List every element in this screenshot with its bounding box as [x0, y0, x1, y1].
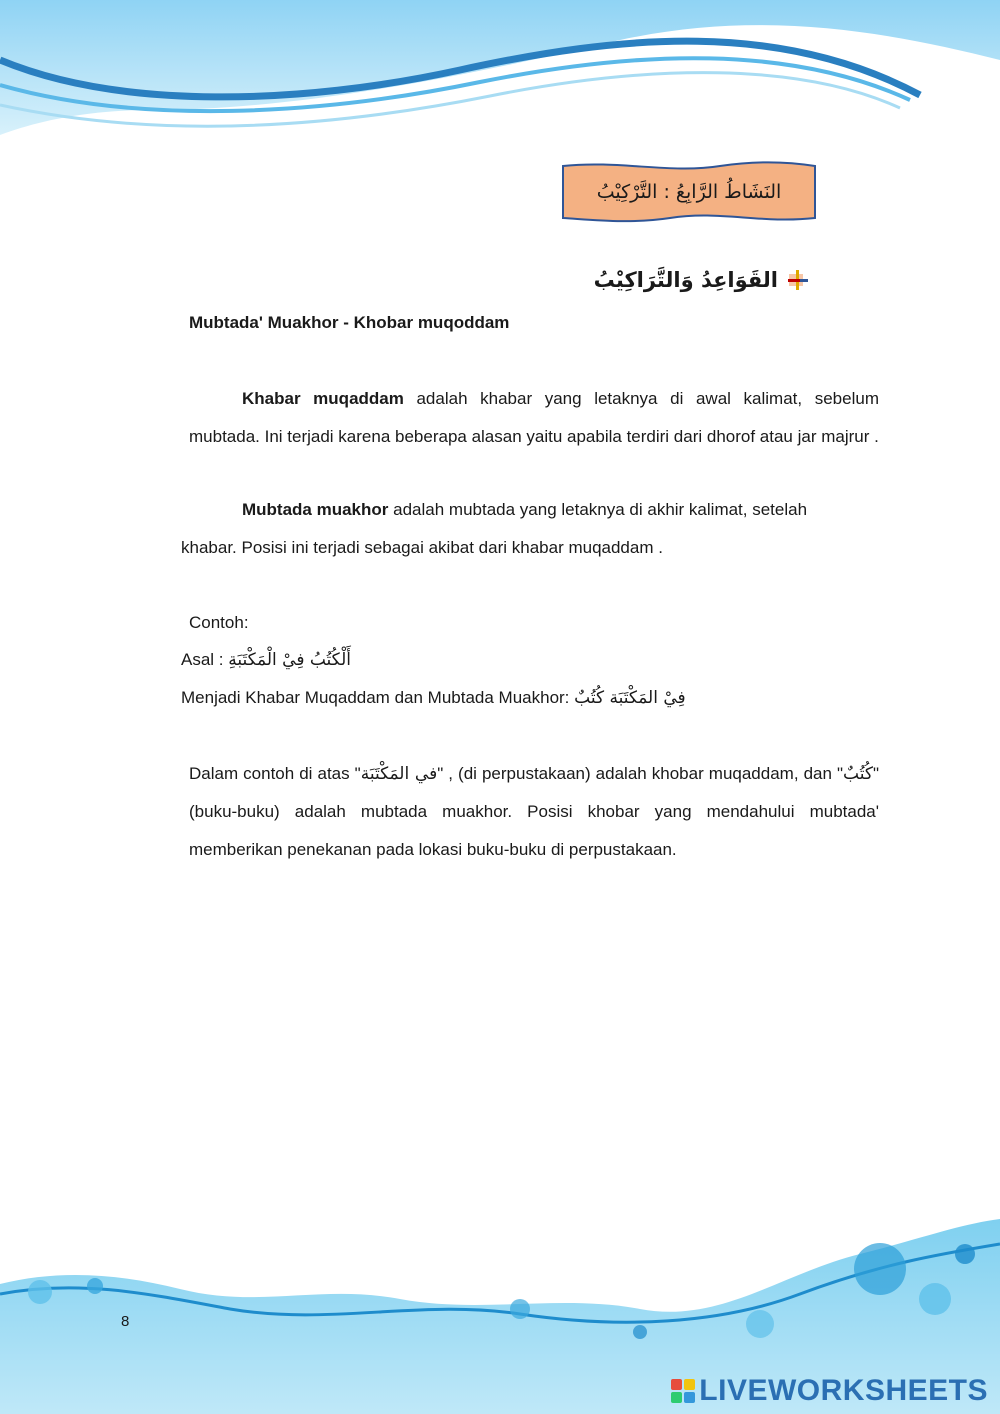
term-mubtada-muakhor: Mubtada muakhor: [242, 500, 389, 519]
menjadi-arabic: فِيْ المَكْتَبَة كُتُبٌ: [574, 688, 686, 708]
paragraph-khabar-muqaddam: [189, 380, 879, 456]
explanation-part3: " (buku-buku) adalah mubtada muakhor. Posisi khobar yang mendahului mubtada' memberikan penekanan pada lokasi buku-buku di perpustakaan.: [189, 764, 879, 859]
term-khabar-muqaddam: Khabar muqaddam: [242, 389, 404, 408]
asal-arabic: أَلْكُتُبُ فِيْ الْمَكْتَبَةِ: [228, 650, 351, 670]
banner-title: النَشَاطُ الرَّابِعُ : التَّرْكِيْبُ: [596, 181, 782, 203]
explanation-arabic1: في المَكْتَبَة: [360, 764, 438, 784]
asal-label: Asal :: [181, 650, 224, 669]
section-heading-text: القَوَاعِدُ وَالتَّرَاكِيْبُ: [593, 268, 778, 292]
activity-title-banner: [560, 160, 818, 224]
explanation-arabic2: كُتُبٌ: [843, 764, 873, 784]
example-menjadi: [181, 688, 686, 708]
top-wave-decoration: [0, 0, 1000, 180]
section-heading: [594, 268, 810, 292]
menjadi-label: Menjadi Khabar Muqaddam dan Mubtada Muakhor:: [181, 688, 570, 707]
paragraph-mubtada-muakhor: [242, 500, 807, 520]
explanation-part2: " , (di perpustakaan) adalah khobar muqaddam, dan ": [437, 764, 844, 783]
explanation-paragraph: [189, 755, 879, 869]
paragraph2-text-line1: adalah mubtada yang letaknya di akhir kalimat, setelah: [388, 500, 808, 519]
paragraph2-text-line2: khabar. Posisi ini terjadi sebagai akibat dari khabar muqaddam .: [181, 538, 663, 557]
subtitle: Mubtada' Muakhor - Khobar muqoddam: [189, 313, 510, 332]
example-asal: [181, 650, 351, 670]
plus-square-icon: [786, 268, 810, 292]
liveworksheets-logo[interactable]: [671, 1374, 988, 1408]
explanation-part1: Dalam contoh di atas ": [189, 764, 361, 783]
liveworksheets-logo-icon: [671, 1379, 695, 1403]
paragraph1-text: adalah khabar yang letaknya di awal kalimat, sebelum mubtada. Ini terjadi karena beberapa alasan yaitu apabila terdiri dari dhorof atau jar majrur .: [189, 389, 879, 446]
page-number: 8: [121, 1313, 130, 1330]
example-label: Contoh:: [189, 613, 249, 632]
logo-text: LIVEWORKSHEETS: [699, 1374, 988, 1407]
